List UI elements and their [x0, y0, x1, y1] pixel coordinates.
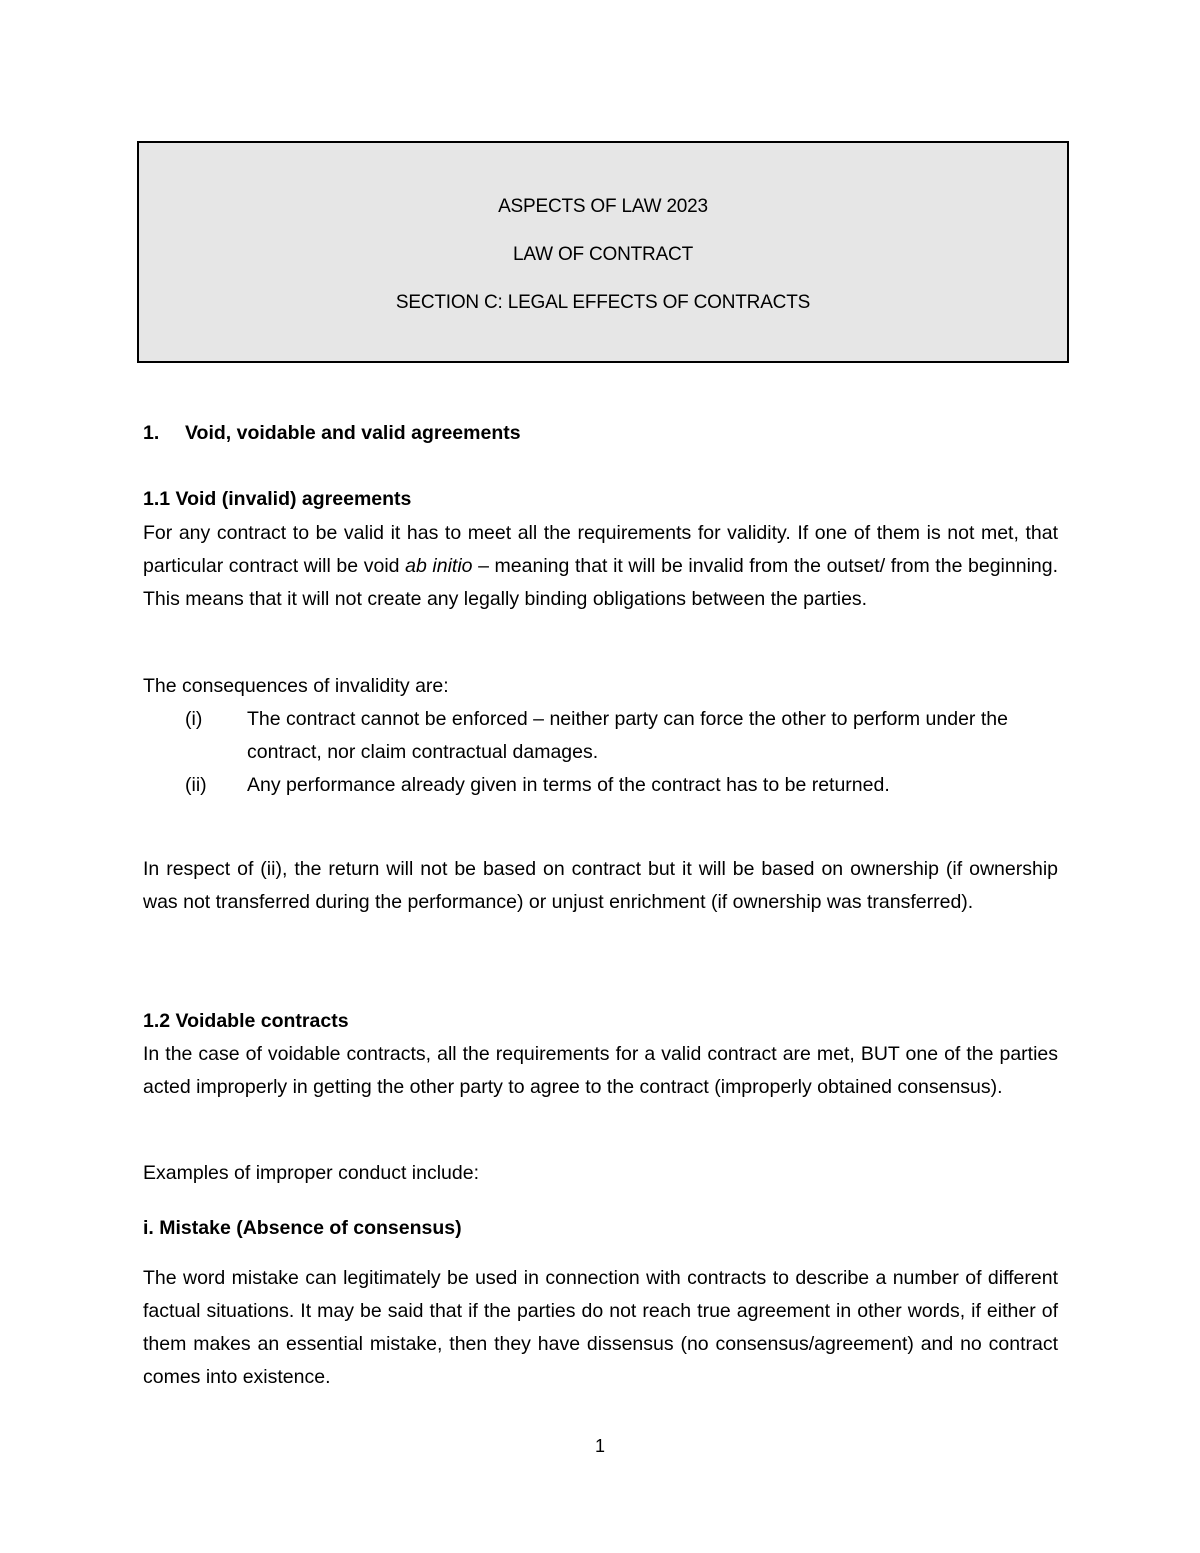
list-marker: (i): [185, 708, 203, 730]
subject-title: LAW OF CONTRACT: [513, 244, 693, 265]
list-item-text: The contract cannot be enforced – neither party can force the other to perform under the contract, nor claim contractual damages.: [247, 708, 1008, 763]
page-number: 1: [594, 1436, 605, 1456]
section-1-1-paragraph-1: For any contract to be valid it has to meet all the requirements for validity. If one of them is not met, that particular contract will be void ab initio – meaning that it will be invalid from the outset/ from the beginning. This means that it will not create any legally binding obligations between the parties.: [143, 522, 1059, 610]
section-1-2-heading: 1.2 Voidable contracts: [143, 1010, 349, 1032]
mistake-heading: i. Mistake (Absence of consensus): [143, 1217, 462, 1239]
consequences-intro: The consequences of invalidity are:: [143, 675, 449, 697]
section-1-1-paragraph-2: In respect of (ii), the return will not be based on contract but it will be based on ownership (if ownership was not transferred during the performance) or unjust enrichment (if ownership was transferred).: [143, 858, 1058, 913]
list-marker: (ii): [185, 774, 207, 796]
section-title: SECTION C: LEGAL EFFECTS OF CONTRACTS: [395, 292, 811, 313]
section-1-number: 1.: [143, 422, 160, 444]
list-item-text: Any performance already given in terms of the contract has to be returned.: [247, 774, 890, 796]
title-box: [137, 141, 1069, 363]
mistake-paragraph: The word mistake can legitimately be used in connection with contracts to describe a number of different factual situations. It may be said that if the parties do not reach true agreement in other words, if either of them makes an essential mistake, then they have dissensus (no consensus/agreement) and no contract comes into existence.: [143, 1267, 1058, 1388]
course-title: ASPECTS OF LAW 2023: [498, 196, 708, 217]
examples-intro: Examples of improper conduct include:: [143, 1162, 480, 1184]
section-1-2-paragraph-1: In the case of voidable contracts, all the requirements for a valid contract are met, BUT one of the parties acted improperly in getting the other party to agree to the contract (improperly obtained consensus).: [143, 1043, 1058, 1098]
latin-term: ab initio: [405, 555, 473, 577]
section-1-heading: [143, 422, 521, 445]
section-1-1-heading: 1.1 Void (invalid) agreements: [143, 488, 412, 510]
section-1-title: Void, voidable and valid agreements: [185, 422, 521, 444]
